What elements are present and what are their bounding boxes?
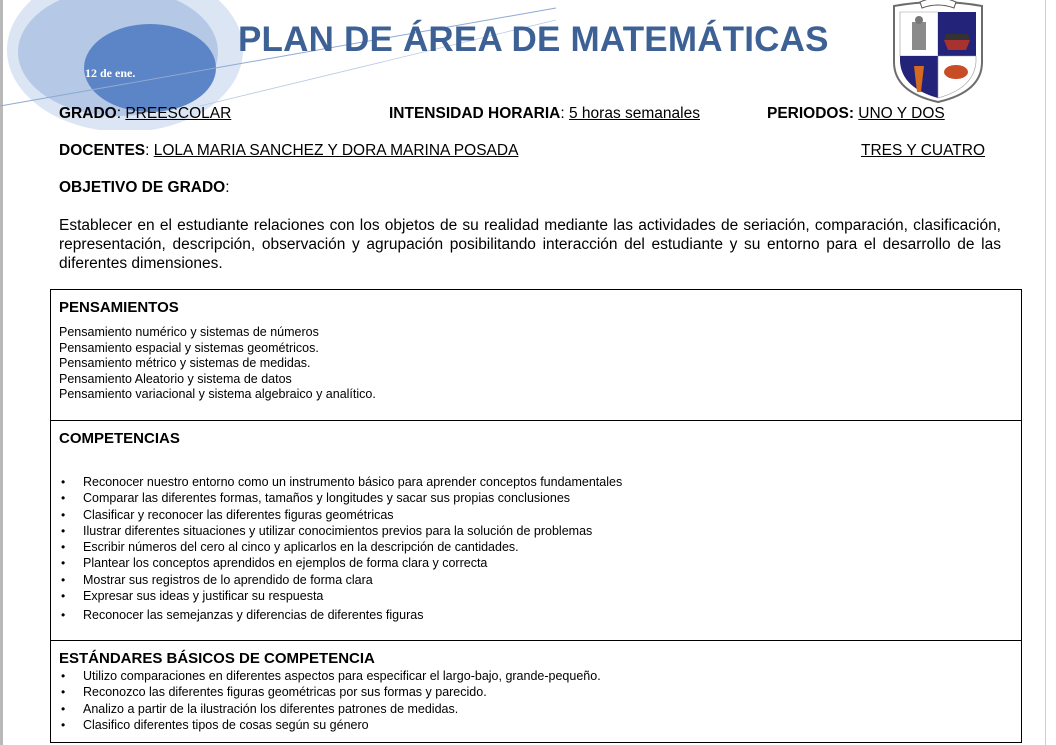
page-right-border: [1045, 0, 1046, 745]
objetivo-text: Establecer en el estudiante relaciones con los objetos de su realidad mediante las actividades de seriación, comparación, clasificación, representación, descripción, observación y agrupación posibilitando interacción del estudiante y su entorno para el desarrollo de las diferentes dimensiones.: [59, 217, 1001, 272]
list-item: • Utilizo comparaciones en diferentes aspectos para especificar el largo-bajo, grande-pequeño.: [61, 669, 601, 683]
list-item: • Mostrar sus registros de lo aprendido de forma clara: [61, 572, 373, 587]
list-item: Pensamiento espacial y sistemas geométricos.: [59, 340, 319, 355]
list-item: • Comparar las diferentes formas, tamaños y longitudes y sacar sus propias conclusiones: [61, 491, 571, 506]
docentes-value: LOLA MARIA SANCHEZ Y DORA MARINA POSADA: [153, 142, 519, 159]
bullet-icon: •: [61, 540, 66, 555]
estandares-section: [50, 640, 1022, 743]
list-item: Pensamiento numérico y sistemas de números: [59, 325, 319, 339]
list-item: • Reconocer nuestro entorno como un instrumento básico para aprender conceptos fundamentales: [61, 475, 623, 489]
estandares-list: [59, 668, 601, 733]
list-item: • Clasifico diferentes tipos de cosas según su género: [61, 717, 369, 732]
list-item: • Ilustrar diferentes situaciones y utilizar conocimientos previos para la solución de problemas: [61, 523, 593, 538]
list-item: • Expresar sus ideas y justificar su respuesta: [61, 589, 324, 604]
objetivo-label: OBJETIVO DE GRADO: [59, 179, 226, 196]
grado-value: PREESCOLAR: [125, 105, 232, 122]
periodos-label: PERIODOS:: [767, 105, 854, 122]
bullet-icon: •: [61, 608, 66, 623]
list-item: Pensamiento variacional y sistema algebraico y analítico.: [59, 387, 376, 401]
list-item: Pensamiento métrico y sistemas de medidas.: [59, 356, 311, 370]
competencias-heading: COMPETENCIAS: [59, 430, 180, 447]
bullet-icon: •: [61, 717, 66, 732]
list-item: • Escribir números del cero al cinco y aplicarlos en la descripción de cantidades.: [61, 540, 519, 555]
bullet-icon: •: [61, 556, 66, 571]
bullet-icon: •: [61, 475, 66, 489]
list-item: • Plantear los conceptos aprendidos en ejemplos de forma clara y correcta: [61, 556, 488, 571]
page-title: PLAN DE ÁREA DE MATEMÁTICAS: [238, 20, 829, 59]
list-item: • Clasificar y reconocer las diferentes figuras geométricas: [61, 507, 394, 522]
pensamientos-heading: PENSAMIENTOS: [59, 299, 179, 316]
bullet-icon: •: [61, 523, 66, 538]
bullet-icon: •: [61, 685, 66, 700]
competencias-list: [59, 474, 622, 624]
bullet-icon: •: [61, 669, 66, 683]
grado-label: GRADO: [59, 105, 117, 122]
pensamientos-list: [59, 325, 376, 403]
header-date: 12 de ene.: [85, 66, 136, 80]
list-item: • Analizo a partir de la ilustración los diferentes patrones de medidas.: [61, 701, 459, 716]
periodos-value-2: TRES Y CUATRO: [861, 142, 986, 159]
intensidad-field: INTENSIDAD HORARIA: 5 horas semanales: [389, 105, 700, 122]
list-item: • Reconozco las diferentes figuras geométricas por sus formas y parecido.: [61, 685, 487, 700]
docentes-field: DOCENTES: LOLA MARIA SANCHEZ Y DORA MARINA POSADA: [59, 142, 519, 159]
objetivo-heading: OBJETIVO DE GRADO:: [59, 179, 230, 196]
competencias-section: [50, 420, 1022, 640]
intensidad-label: INTENSIDAD HORARIA: [389, 105, 561, 122]
bullet-icon: •: [61, 589, 66, 604]
periodos-field: [767, 105, 945, 123]
periodos-field-2: [861, 142, 985, 160]
bullet-icon: •: [61, 701, 66, 716]
docentes-label: DOCENTES: [59, 142, 146, 159]
grado-field: GRADO: PREESCOLAR: [59, 105, 232, 122]
pensamientos-section: [50, 289, 1022, 420]
bullet-icon: •: [61, 491, 66, 506]
estandares-heading: ESTÁNDARES BÁSICOS DE COMPETENCIA: [59, 650, 375, 667]
bullet-icon: •: [61, 507, 66, 522]
intensidad-value: 5 horas semanales: [569, 105, 700, 122]
school-shield-logo-icon: [890, 0, 986, 104]
list-item: • Reconocer las semejanzas y diferencias de diferentes figuras: [61, 608, 424, 623]
periodos-value-1: UNO Y DOS: [858, 105, 945, 122]
bullet-icon: •: [61, 572, 66, 587]
list-item: Pensamiento Aleatorio y sistema de datos: [59, 371, 292, 386]
